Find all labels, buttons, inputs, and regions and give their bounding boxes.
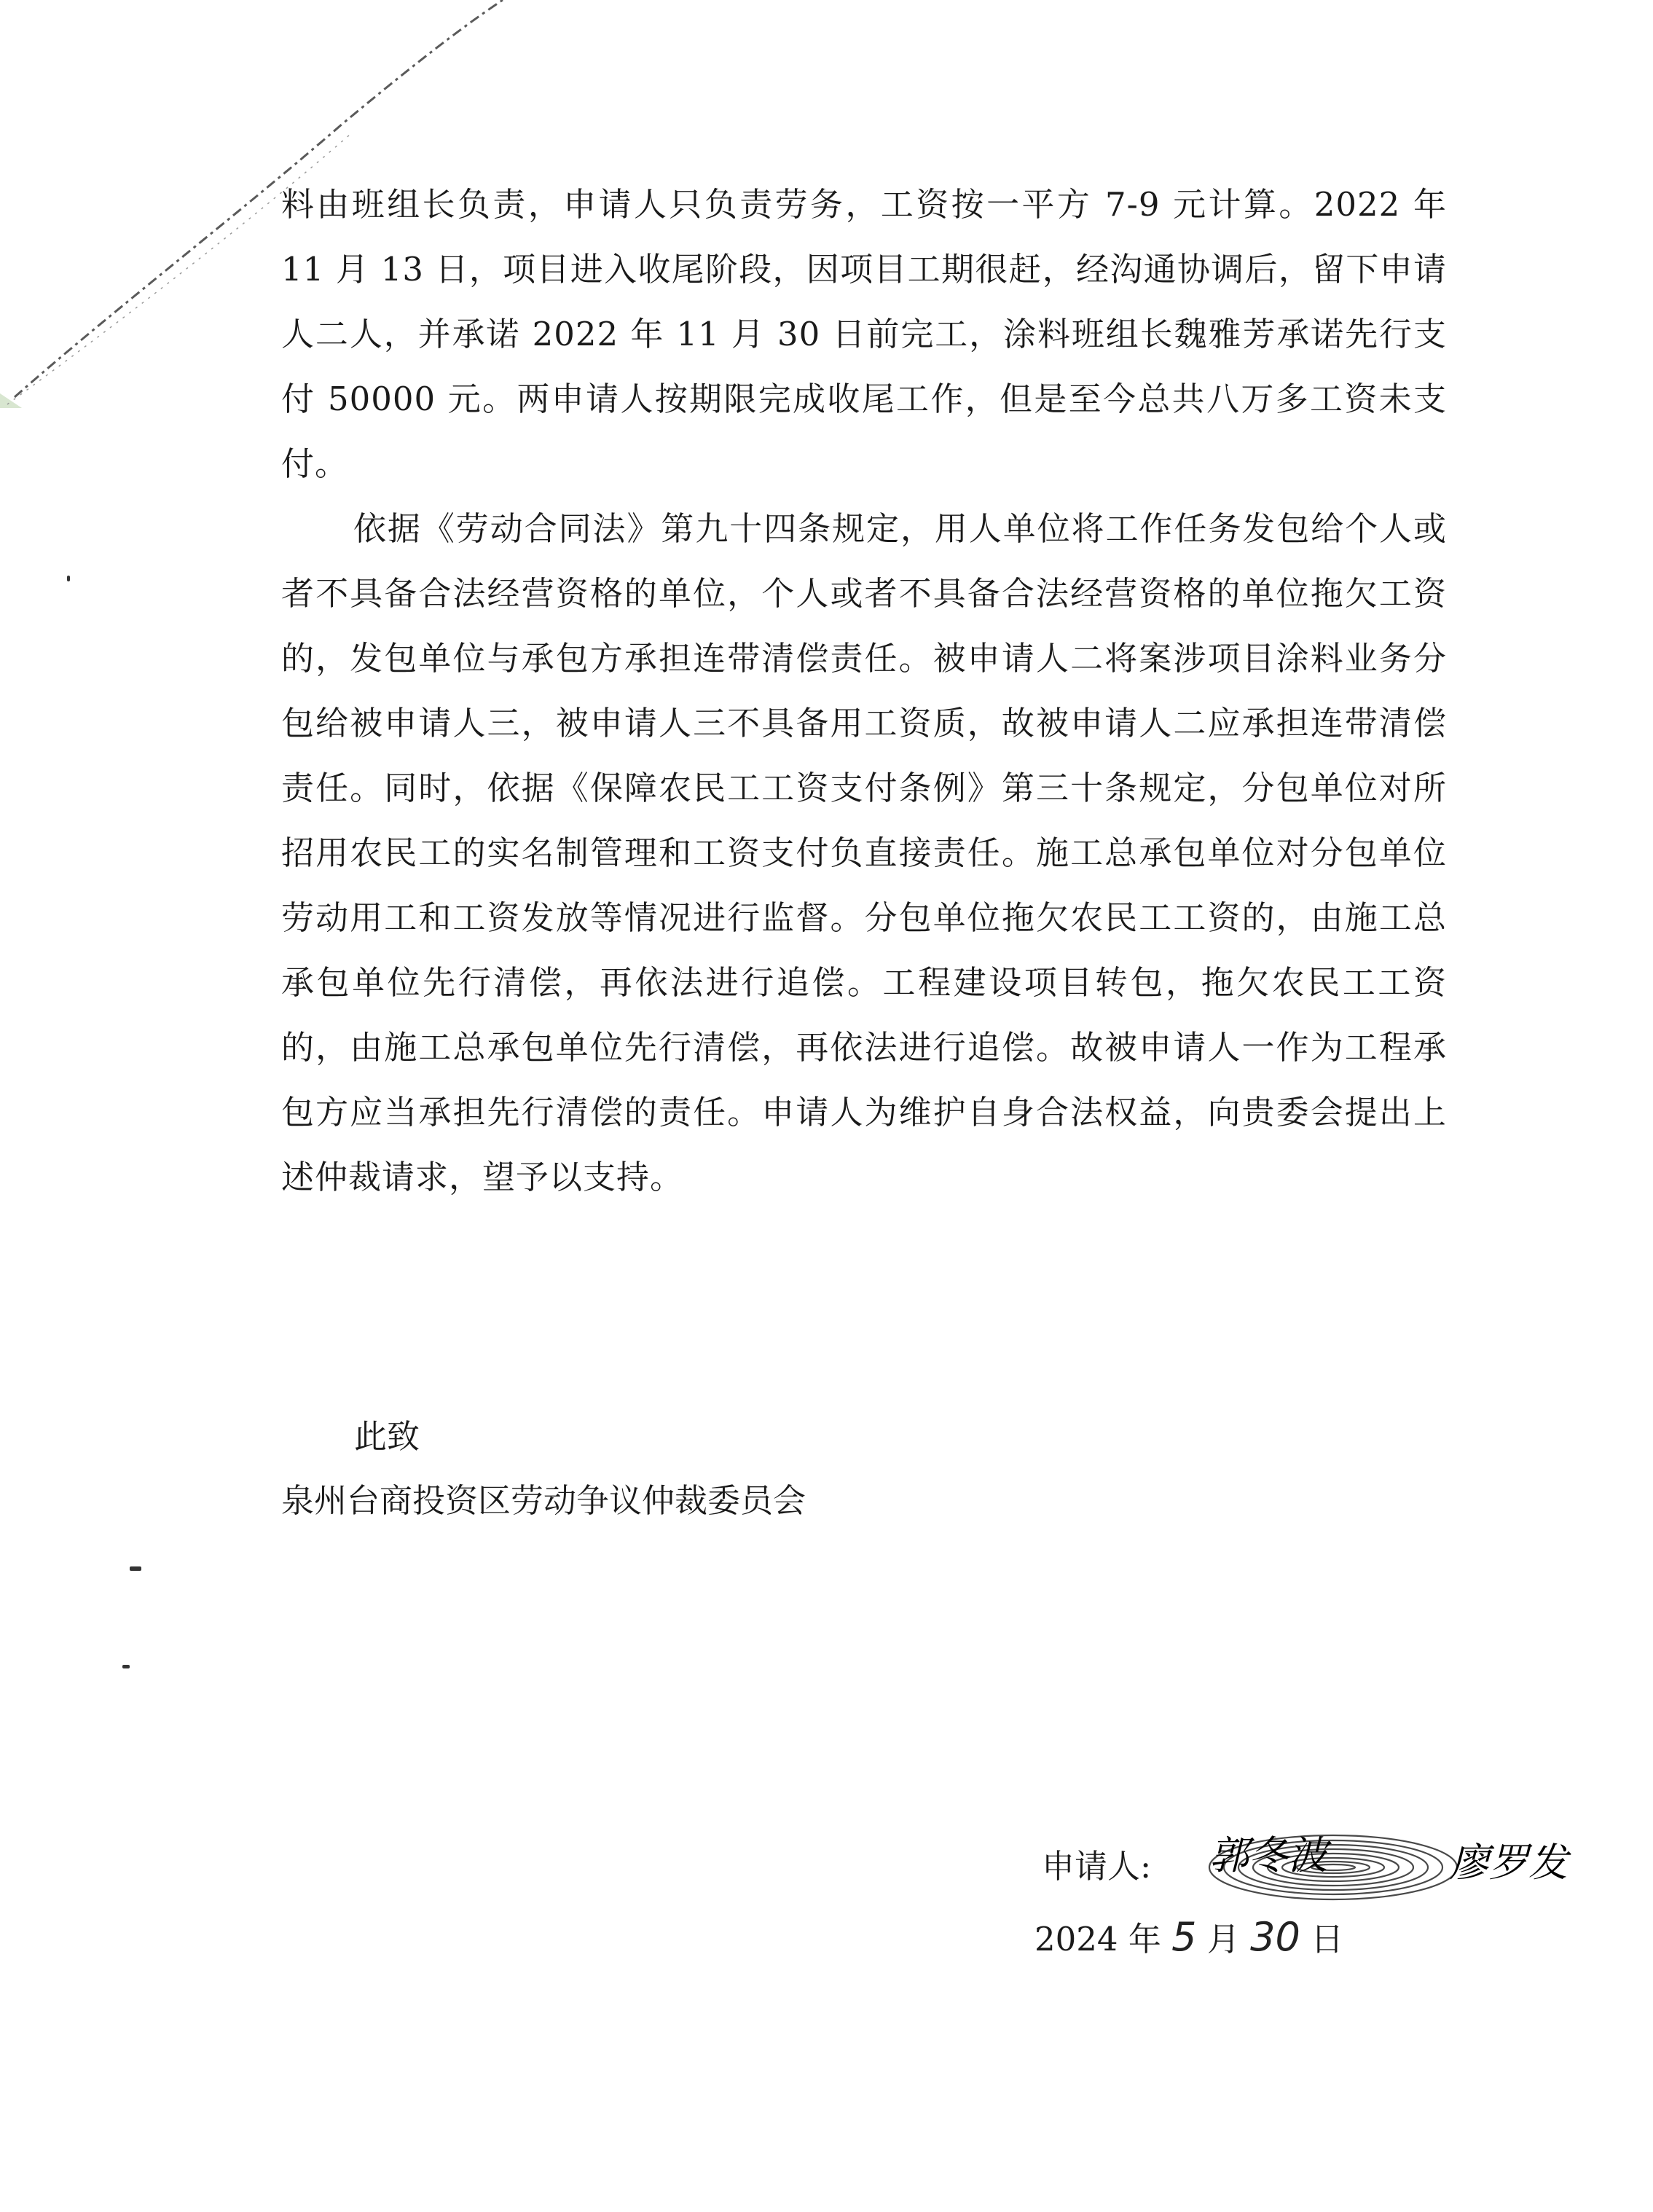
date-month-unit: 月	[1206, 1920, 1240, 1958]
signature-date	[1034, 1913, 1343, 1960]
addressee: 泉州台商投资区劳动争议仲裁委员会	[281, 1481, 806, 1520]
date-day-unit: 日	[1311, 1920, 1344, 1958]
date-day: 30	[1250, 1914, 1300, 1960]
signature-block	[1034, 1803, 1632, 1993]
paragraph-facts: 料由班组长负责，申请人只负责劳务，工资按一平方 7-9 元计算。2022 年 11 月 13 日，项目进入收尾阶段，因项目工期很赶，经沟通协调后，留下申请人二人，并承诺 2022 年 11 月 30 日前完工，涂料班组长魏雅芳承诺先行支付 50000 元。两申请人按期限完成收尾工作，但是至今总共八万多工资未支付。	[281, 185, 1447, 483]
scan-speck	[130, 1566, 141, 1571]
scan-speck	[122, 1665, 130, 1668]
handwritten-name: 郭冬波	[1209, 1832, 1327, 1878]
closing-salutation: 此致	[354, 1417, 420, 1456]
date-year: 2024	[1034, 1920, 1118, 1958]
date-month: 5	[1171, 1914, 1197, 1960]
handwritten-name: 廖罗发	[1450, 1840, 1568, 1886]
fingerprint-signature	[1180, 1803, 1632, 1913]
scan-speck	[67, 576, 70, 581]
body-text	[281, 172, 1447, 1209]
signature-label: 申请人:	[1042, 1847, 1152, 1886]
date-year-unit: 年	[1128, 1920, 1161, 1958]
paragraph-legal-basis: 依据《劳动合同法》第九十四条规定，用人单位将工作任务发包给个人或者不具备合法经营资格的单位，个人或者不具备合法经营资格的单位拖欠工资的，发包单位与承包方承担连带清偿责任。被申请人二将案涉项目涂料业务分包给被申请人三，被申请人三不具备用工资质，故被申请人二应承担连带清偿责任。同时，依据《保障农民工工资支付条例》第三十条规定，分包单位对所招用农民工的实名制管理和工资支付负直接责任。施工总承包单位对分包单位劳动用工和工资发放等情况进行监督。分包单位拖欠农民工工资的，由施工总承包单位先行清偿，再依法进行追偿。工程建设项目转包，拖欠农民工工资的，由施工总承包单位先行清偿，再依法进行追偿。故被申请人一作为工程承包方应当承担先行清偿的责任。申请人为维护自身合法权益，向贵委会提出上述仲裁请求，望予以支持。	[281, 509, 1447, 1196]
